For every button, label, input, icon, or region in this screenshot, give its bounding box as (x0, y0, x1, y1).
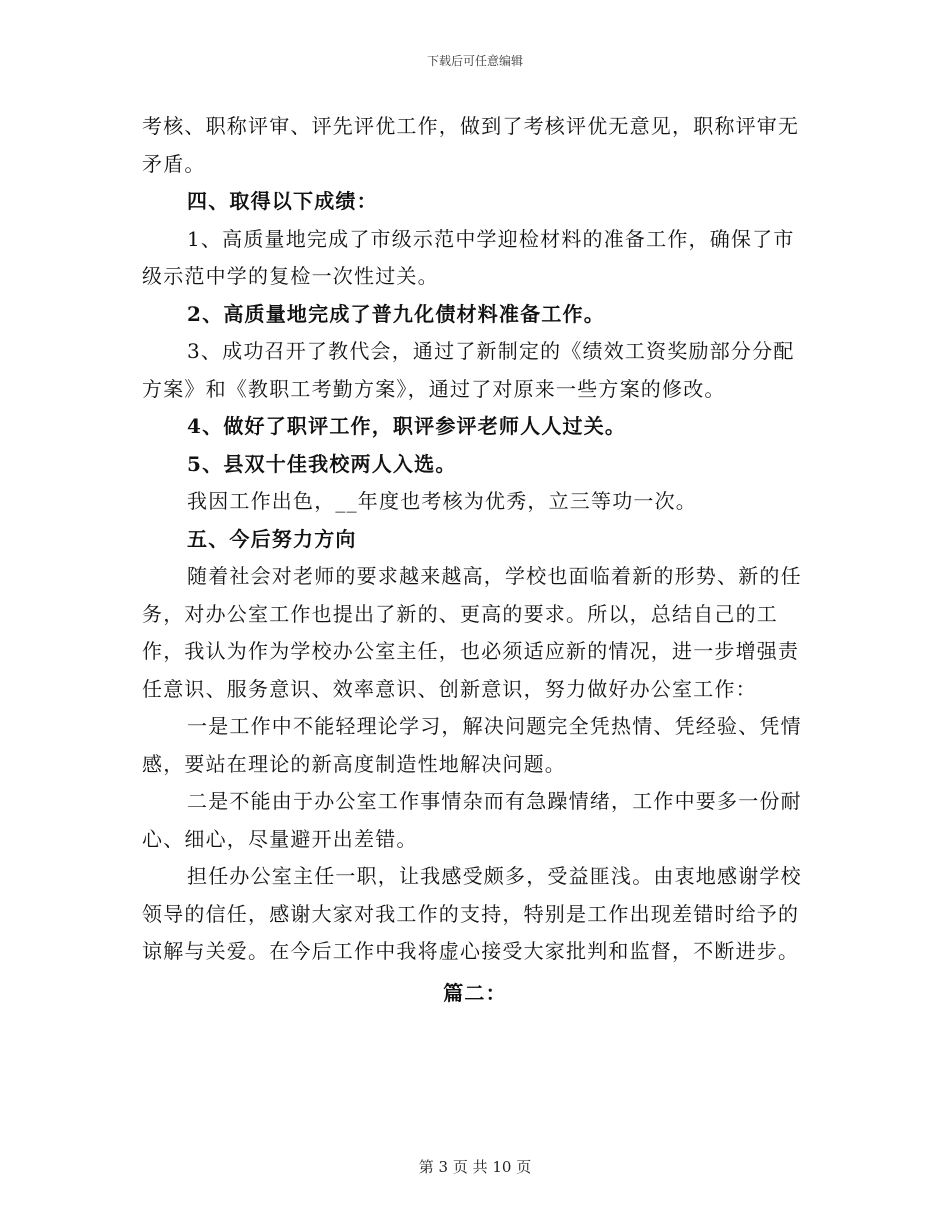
achievement-item-1: 1、高质量地完成了市级示范中学迎检材料的准备工作，确保了市级示范中学的复检一次性过关。 (142, 226, 795, 288)
paragraph-personal-award: 我因工作出色，__年度也考核为优秀，立三等功一次。 (187, 489, 697, 513)
document-body (142, 108, 808, 1012)
paragraph-point-two: 二是不能由于办公室工作事情杂而有急躁情绪，工作中要多一份耐心、细心，尽量避开出差错。 (142, 789, 802, 851)
paragraph-closing: 担任办公室主任一职，让我感受颇多，受益匪浅。由衷地感谢学校领导的信任，感谢大家对我工作的支持，特别是工作出现差错时给予的谅解与关爱。在今后工作中我将虚心接受大家批判和监督，不断进步。 (142, 864, 802, 963)
part-title: 篇二： (443, 980, 507, 1005)
achievement-item-2: 2、高质量地完成了普九化债材料准备工作。 (187, 301, 605, 326)
section-heading-achievements: 四、取得以下成绩： (187, 189, 378, 213)
page-header: 下载后可任意编辑 (426, 54, 523, 68)
paragraph-point-one: 一是工作中不能轻理论学习，解决问题完全凭热情、凭经验、凭情感，要站在理论的新高度制造性地解决问题。 (142, 714, 802, 776)
section-heading-future-direction: 五、今后努力方向 (187, 526, 357, 551)
achievement-item-4: 4、做好了职评工作，职评参评老师人人过关。 (187, 414, 627, 438)
paragraph-future-overview: 随着社会对老师的要求越来越高，学校也面临着新的形势、新的任务，对办公室工作也提出了新的、更高的要求。所以，总结自己的工作，我认为作为学校办公室主任，也必须适应新的情况，进一步增强责任意识、服务意识、效率意识、创新意识，努力做好办公室工作： (142, 564, 802, 701)
achievement-item-5: 5、县双十佳我校两人入选。 (187, 451, 457, 476)
page-number-footer: 第 3 页 共 10 页 (418, 1158, 532, 1176)
achievement-item-3: 3、成功召开了教代会，通过了新制定的《绩效工资奖励部分分配方案》和《教职工考勤方案》，通过了对原来一些方案的修改。 (142, 339, 795, 401)
paragraph-appraisal-continuation: 考核、职称评审、评先评优工作，做到了考核评优无意见，职称评审无矛盾。 (142, 114, 800, 176)
